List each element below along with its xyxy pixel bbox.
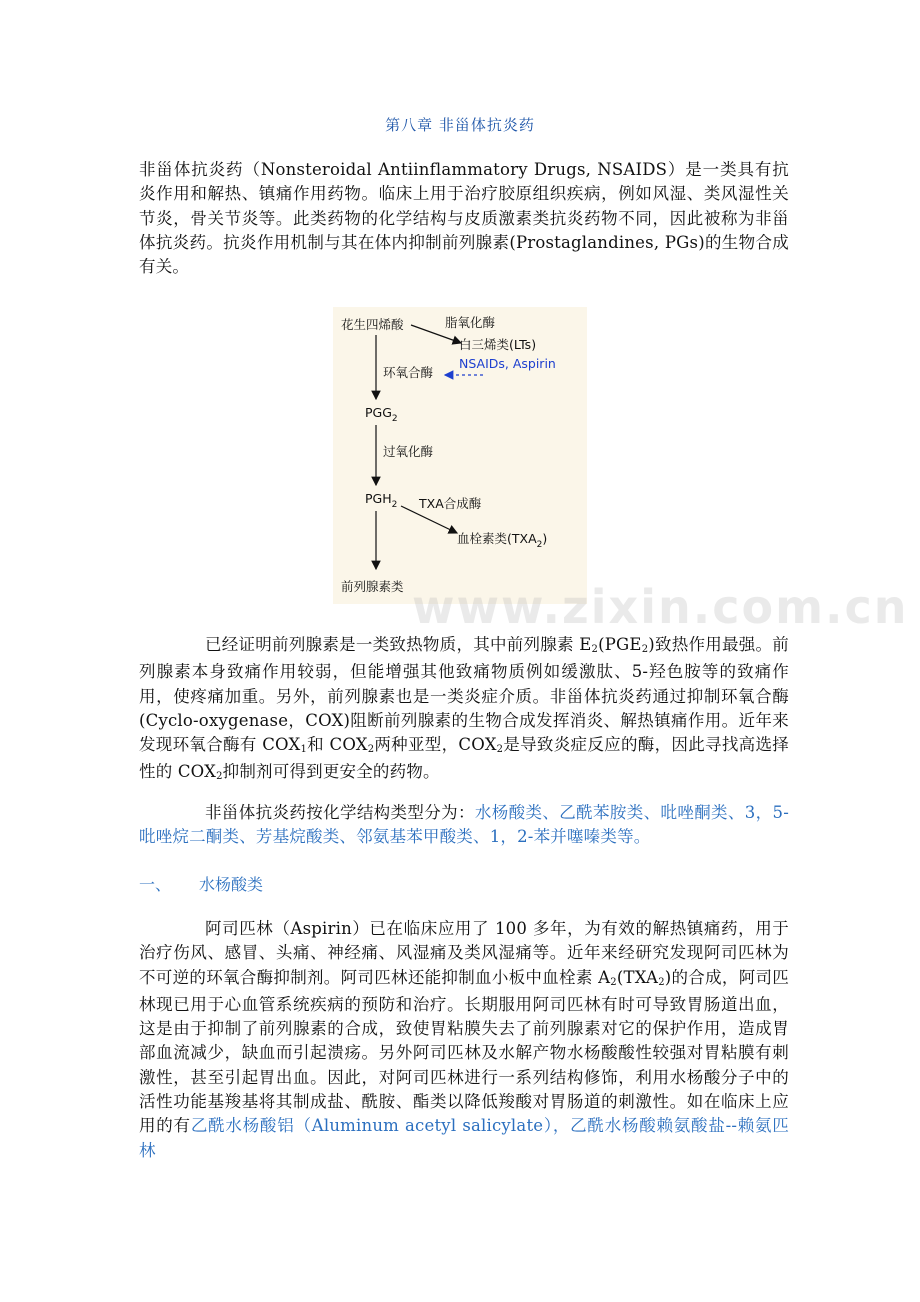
txa-synthase-label: TXA合成酶 <box>419 496 482 511</box>
classification-paragraph: 非甾体抗炎药按化学结构类型分为：水杨酸类、乙酰苯胺类、吡唑酮类、3，5-吡唑烷二酮类、芳基烷酸类、邻氨基苯甲酸类、1，2-苯并噻嗪类等。 <box>139 803 790 847</box>
prostaglandin-paragraph: 已经证明前列腺素是一类致热物质，其中前列腺素 $E_2(PGE_2)$致热作用最强。前列腺素本身致痛作用较弱，但能增强其他致痛物质例如缓激肽、5-羟色胺等的致痛作用，使疼痛加重。另外，前列腺素也是一类炎症介质。非甾体抗炎药通过抑制环氧合酶(Cyclo-oxygenase，COX)阻断前列腺素的生物合成发挥消炎、解热镇痛作用。近年来发现环氧合酶有 $COX_1$和 $COX_2$两种亚型，$COX_2$是导致炎症反应的酶，因此寻找高选择性的 $COX_2$抑制剂可得到更安全的药物。 <box>139 635 789 783</box>
cyclooxygenase-label: 环氧合酶 <box>383 365 434 380</box>
section-heading <box>139 872 263 895</box>
intro-paragraph: 非甾体抗炎药（Nonsteroidal Antiinflammatory Drugs, NSAIDS）是一类具有抗炎作用和解热、镇痛作用药物。临床上用于治疗胶原组织疾病，例如风湿、类风湿性关节炎，骨关节炎等。此类药物的化学结构与皮质激素类抗炎药物不同，因此被称为非甾体抗炎药。抗炎作用机制与其在体内抑制前列腺素(Prostaglandines, PGs)的生物合成有关。 <box>139 160 789 277</box>
section-number: 一、 <box>139 875 172 894</box>
aspirin-derivatives: 乙酰水杨酸铝（Aluminum acetyl salicylate），乙酰水杨酸赖氨酸盐--赖氨匹林 <box>139 1116 789 1160</box>
thromboxane-label: 血栓素类$(TXA_2)$ <box>457 531 548 550</box>
peroxidase-label: 过氧化酶 <box>383 444 434 459</box>
pathway-diagram <box>333 307 587 604</box>
lipoxygenase-label: 脂氧化酶 <box>445 315 496 330</box>
nsaids-label: NSAIDs, Aspirin <box>459 356 556 371</box>
leukotrienes-label: 白三烯类(LTs) <box>459 337 537 352</box>
section-title: 水杨酸类 <box>199 875 264 894</box>
pgg2-label: $PGG_2$ <box>365 405 398 424</box>
pgh2-label: $PGH_2$ <box>365 491 398 510</box>
prostaglandins-label: 前列腺素类 <box>341 579 404 594</box>
aspirin-paragraph: 阿司匹林（Aspirin）已在临床应用了 100 多年，为有效的解热镇痛药，用于治疗伤风、感冒、头痛、神经痛、风湿痛及类风湿痛等。近年来经研究发现阿司匹林为不可逆的环氧合酶抑制剂。阿司匹林还能抑制血小板中血栓素 $A_2(TXA_2)$的合成，阿司匹林现已用于心血管系统疾病的预防和治疗。长期服用阿司匹林有时可导致胃肠道出血，这是由于抑制了前列腺素的合成，致使胃粘膜失去了前列腺素对它的保护作用，造成胃部血流减少，缺血而引起溃疡。另外阿司匹林及水解产物水杨酸酸性较强对胃粘膜有刺激性，甚至引起胃出血。因此，对阿司匹林进行一系列结构修饰，利用水杨酸分子中的活性功能基羧基将其制成盐、酰胺、酯类以降低羧酸对胃肠道的刺激性。如在临床上应用的有乙酰水杨酸铝（Aluminum acetyl salicylate），乙酰水杨酸赖氨酸盐--赖氨匹林 <box>139 919 789 1160</box>
pathway-svg <box>333 307 587 604</box>
watermark: www.zixin.com.cn <box>412 580 909 634</box>
arachidonic-acid-label: 花生四烯酸 <box>341 317 404 332</box>
drug-classes-list: 水杨酸类、乙酰苯胺类、吡唑酮类、3，5-吡唑烷二酮类、芳基烷酸类、邻氨基苯甲酸类、1，2-苯并噻嗪类等。 <box>139 803 790 847</box>
chapter-title: 第八章 非甾体抗炎药 <box>385 116 535 134</box>
